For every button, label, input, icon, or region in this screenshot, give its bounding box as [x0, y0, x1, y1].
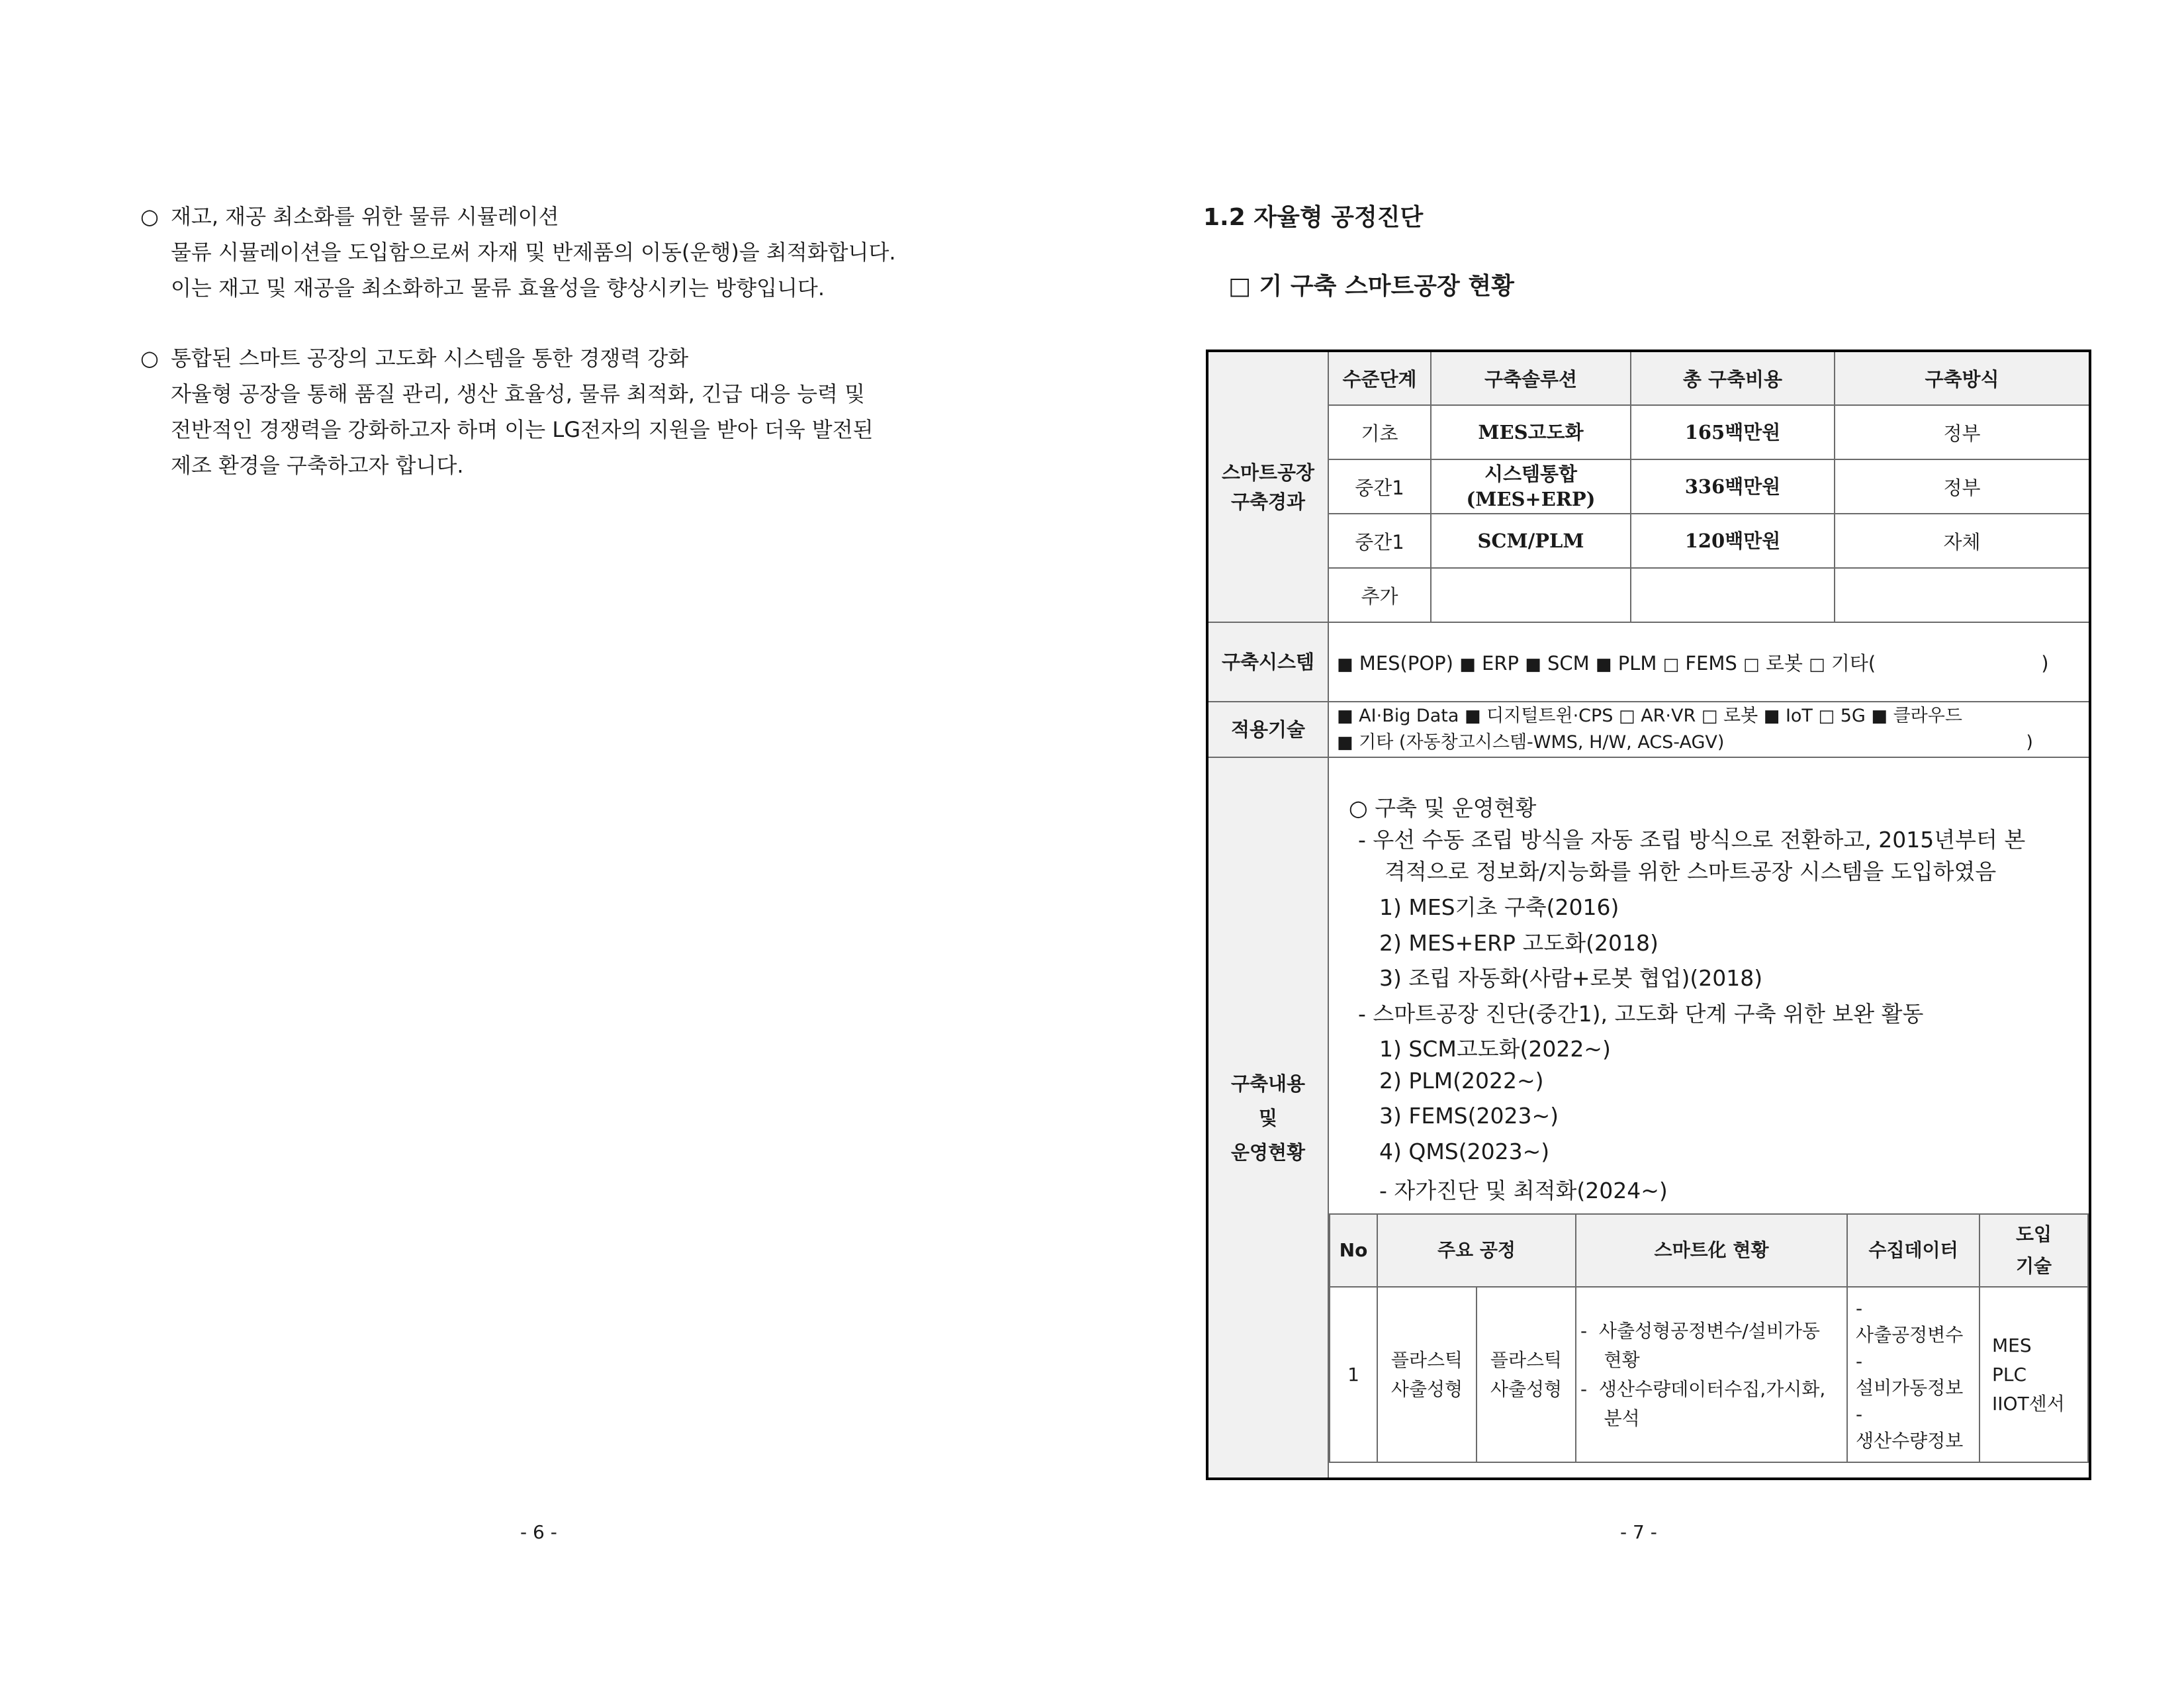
content-line: 3) FEMS(2023~) — [1379, 1103, 1559, 1129]
level-cell: 기초 — [1328, 405, 1431, 459]
section-heading: 1.2 자율형 공정진단 — [1203, 204, 1424, 231]
process-header-data: 수집데이터 — [1847, 1214, 1979, 1287]
process-status: - 사출성형공정변수/설비가동 현황 - 생산수량데이터수집,가시화, 분석 — [1576, 1287, 1847, 1462]
solution-cell: SCM/PLM — [1431, 514, 1631, 568]
content-line: - 우선 수동 조립 방식을 자동 조립 방식으로 전환하고, 2015년부터 본 — [1358, 827, 2026, 853]
content-line: 격적으로 정보화/지능화를 위한 스마트공장 시스템을 도입하였음 — [1385, 859, 1997, 884]
content-line: - 스마트공장 진단(중간1), 고도화 단계 구축 위한 보완 활동 — [1358, 1001, 1924, 1027]
checked-box-icon[interactable]: ■ — [1337, 654, 1353, 675]
section-line: 자율형 공장을 통해 품질 관리, 생산 효율성, 물류 최적화, 긴급 대응 능력 및 — [171, 381, 866, 406]
section-line: 제조 환경을 구축하고자 합니다. — [171, 453, 464, 478]
process-b: 플라스틱 사출성형 — [1477, 1287, 1576, 1462]
tech-label: 적용기술 — [1207, 702, 1328, 757]
system-list: ■ MES(POP) ■ ERP ■ SCM ■ PLM □ FEMS □ 로봇 □ 기타( ) — [1328, 622, 2090, 702]
checkbox-label: IoT — [1785, 706, 1813, 726]
header-cost: 총 구축비용 — [1631, 351, 1835, 405]
process-tech: MES PLC IIOT센서 — [1979, 1287, 2088, 1462]
process-header-main: 주요 공정 — [1377, 1214, 1576, 1287]
checked-box-icon[interactable]: ■ — [1459, 654, 1476, 675]
level-cell: 중간1 — [1328, 514, 1431, 568]
checkbox-label: AR·VR — [1641, 706, 1696, 726]
checked-box-icon[interactable]: ■ — [1595, 654, 1612, 675]
checkbox-label: PLM — [1617, 651, 1657, 675]
checkbox-label: SCM — [1547, 651, 1590, 675]
content-line: 3) 조립 자동화(사람+로봇 협업)(2018) — [1379, 965, 1763, 991]
checkbox-label: ERP — [1482, 651, 1519, 675]
section-line: 이는 재고 및 재공을 최소화하고 물류 효율성을 향상시키는 방향입니다. — [171, 275, 825, 301]
checked-box-icon[interactable]: ■ — [1337, 706, 1353, 726]
process-header-no: No — [1330, 1214, 1377, 1287]
table-subheading: □ 기 구축 스마트공장 현황 — [1228, 272, 1514, 300]
header-solution: 구축솔루션 — [1431, 351, 1631, 405]
section-line: 물류 시뮬레이션을 도입함으로써 자재 및 반제품의 이동(운행)을 최적화합니다. — [171, 240, 896, 265]
system-label: 구축시스템 — [1207, 622, 1328, 702]
unchecked-box-icon[interactable]: □ — [1662, 654, 1680, 675]
level-cell: 추가 — [1328, 568, 1431, 622]
cost-cell: 336백만원 — [1631, 459, 1835, 514]
solution-cell: 시스템통합 (MES+ERP) — [1431, 459, 1631, 514]
section-title-competitiveness: 통합된 스마트 공장의 고도화 시스템을 통한 경쟁력 강화 — [171, 346, 689, 371]
method-cell: 자체 — [1835, 514, 2090, 568]
content-label: 구축내용 및 운영현황 — [1207, 757, 1328, 1479]
process-data: - 사출공정변수 - 설비가동정보 - 생산수량정보 — [1847, 1287, 1979, 1462]
process-table — [1329, 1213, 2089, 1463]
section-title-logistics: 재고, 재공 최소화를 위한 물류 시뮬레이션 — [171, 204, 559, 229]
method-cell — [1835, 568, 2090, 622]
cost-cell: 165백만원 — [1631, 405, 1835, 459]
checked-box-icon[interactable]: ■ — [1465, 706, 1481, 726]
checked-box-icon[interactable]: ■ — [1525, 654, 1541, 675]
unchecked-box-icon[interactable]: □ — [1809, 654, 1825, 675]
content-line: 1) MES기초 구축(2016) — [1379, 894, 1619, 920]
process-header-tech: 도입 기술 — [1979, 1214, 2088, 1287]
process-no: 1 — [1330, 1287, 1377, 1462]
smart-factory-status-table — [1206, 350, 2091, 1480]
tech-list: ■ AI·Big Data ■ 디지털트윈·CPS □ AR·VR □ 로봇 ■ IoT □ 5G ■ 클라우드 ■ 기타 (자동창고시스템-WMS, H/W, ACS-AGV) ) — [1328, 702, 2090, 757]
content-line: 4) QMS(2023~) — [1379, 1139, 1550, 1164]
header-level: 수준단계 — [1328, 351, 1431, 405]
unchecked-box-icon[interactable]: □ — [1818, 706, 1835, 726]
content-cell — [1328, 757, 2090, 1479]
checkbox-label: FEMS — [1685, 651, 1737, 675]
header-method: 구축방식 — [1835, 351, 2090, 405]
content-line: - 자가진단 및 최적화(2024~) — [1379, 1178, 1668, 1203]
section-line: 전반적인 경쟁력을 강화하고자 하며 이는 LG전자의 지원을 받아 더욱 발전된 — [171, 417, 874, 442]
method-cell: 정부 — [1835, 459, 2090, 514]
unchecked-box-icon[interactable]: □ — [1701, 706, 1718, 726]
process-header-status: 스마트化 현황 — [1576, 1214, 1847, 1287]
checkbox-label: AI·Big Data — [1359, 706, 1459, 726]
checkbox-label: 디지털트윈·CPS — [1486, 706, 1614, 726]
checkbox-label: 5G — [1840, 706, 1866, 726]
unchecked-box-icon[interactable]: □ — [1619, 706, 1635, 726]
unchecked-box-icon[interactable]: □ — [1743, 654, 1760, 675]
bullet-icon: ○ — [140, 204, 159, 229]
process-a: 플라스틱 사출성형 — [1377, 1287, 1477, 1462]
checkbox-label: 로봇 — [1765, 651, 1803, 675]
history-label: 스마트공장 구축경과 — [1207, 351, 1328, 622]
checkbox-label: MES(POP) — [1359, 651, 1453, 675]
solution-cell — [1431, 568, 1631, 622]
content-title: ○ 구축 및 운영현황 — [1349, 795, 1537, 821]
cost-cell — [1631, 568, 1835, 622]
page-number-left: - 6 - — [520, 1521, 557, 1543]
checked-box-icon: ■ — [1337, 733, 1353, 753]
method-cell: 정부 — [1835, 405, 2090, 459]
checkbox-label: 로봇 — [1723, 706, 1758, 726]
solution-cell: MES고도화 — [1431, 405, 1631, 459]
checkbox-label: 기타( — [1831, 651, 1876, 675]
content-line: 1) SCM고도화(2022~) — [1379, 1036, 1611, 1062]
checked-box-icon[interactable]: ■ — [1763, 706, 1780, 726]
bullet-icon: ○ — [140, 346, 159, 371]
level-cell: 중간1 — [1328, 459, 1431, 514]
content-line: 2) MES+ERP 고도화(2018) — [1379, 930, 1659, 956]
page-number-right: - 7 - — [1620, 1521, 1657, 1543]
checkbox-label: 클라우드 — [1893, 706, 1962, 726]
checked-box-icon[interactable]: ■ — [1871, 706, 1888, 726]
content-line: 2) PLM(2022~) — [1379, 1068, 1544, 1094]
cost-cell: 120백만원 — [1631, 514, 1835, 568]
